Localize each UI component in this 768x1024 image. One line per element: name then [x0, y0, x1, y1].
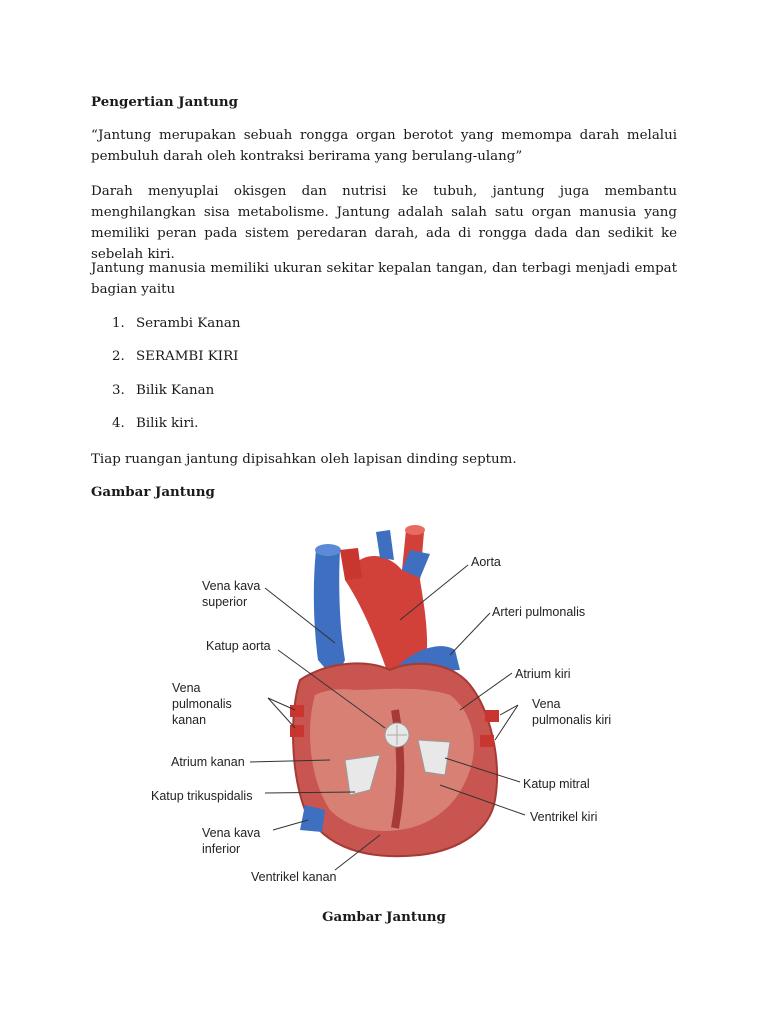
label-vena-pulmonalis-kanan: kanan	[172, 713, 207, 727]
label-ventrikel-kiri: Ventrikel kiri	[530, 810, 598, 824]
figure-caption: Gambar Jantung	[322, 909, 446, 925]
vena-pulmonalis-kiri-shape	[485, 710, 499, 722]
paragraph-darah: Darah menyuplai okisgen dan nutrisi ke tubuh, jantung juga membantu menghilangkan sisa metabolisme. Jantung adalah salah satu organ manusia yang memiliki peran pada sistem peredaran darah, ada di rongga dada dan sedikit ke sebelah kiri.	[91, 184, 677, 262]
paragraph-septum: Tiap ruangan jantung dipisahkan oleh lapisan dinding septum.	[91, 452, 517, 467]
vena-kava-superior-opening	[315, 544, 341, 556]
label-katup-mitral: Katup mitral	[523, 777, 590, 791]
label-vena-kava-inferior: inferior	[202, 842, 241, 856]
vena-pulmonalis-kiri-shape	[480, 735, 494, 747]
quote-paragraph: “Jantung merupakan sebuah rongga organ berotot yang memompa darah melalui pembuluh darah oleh kontraksi berirama yang berulang-ulang”	[91, 128, 677, 164]
list-number: 4.	[112, 416, 125, 431]
label-vena-kava-superior: Vena kava	[202, 579, 261, 593]
vena-kava-superior-shape	[314, 550, 345, 680]
vena-pulmonalis-kanan-shape	[290, 725, 304, 737]
heading-pengertian-jantung: Pengertian Jantung	[91, 94, 239, 110]
label-vena-pulmonalis-kiri: pulmonalis kiri	[532, 713, 612, 727]
label-vena-pulmonalis-kiri: Vena	[532, 697, 561, 711]
paragraph-ukuran: Jantung manusia memiliki ukuran sekitar kepalan tangan, dan terbagi menjadi empat bagian yaitu	[91, 261, 677, 297]
list-number: 1.	[112, 316, 125, 331]
list-number: 2.	[112, 349, 125, 364]
label-vena-kava-superior: superior	[202, 595, 248, 609]
label-vena-pulmonalis-kanan: Vena	[172, 681, 201, 695]
list-item	[112, 380, 214, 401]
label-atrium-kanan: Atrium kanan	[171, 755, 245, 769]
label-aorta: Aorta	[471, 555, 501, 569]
katup-aorta-shape	[385, 723, 409, 747]
list-text: Bilik Kanan	[136, 383, 215, 398]
label-katup-trikuspidalis: Katup trikuspidalis	[151, 789, 253, 803]
list-text: Serambi Kanan	[136, 316, 241, 331]
heart-diagram	[140, 510, 630, 895]
label-atrium-kiri: Atrium kiri	[515, 667, 571, 681]
list-item	[112, 413, 198, 434]
heading-gambar-jantung: Gambar Jantung	[91, 484, 215, 500]
label-ventrikel-kanan: Ventrikel kanan	[251, 870, 337, 884]
list-item	[112, 313, 241, 334]
list-number: 3.	[112, 383, 125, 398]
label-vena-pulmonalis-kanan: pulmonalis	[172, 697, 232, 711]
label-arteri-pulmonalis: Arteri pulmonalis	[492, 605, 586, 619]
list-text: Bilik kiri.	[136, 416, 199, 431]
aorta-opening	[405, 525, 425, 535]
label-vena-kava-inferior: Vena kava	[202, 826, 261, 840]
list-item	[112, 346, 238, 367]
vein-branch-shape	[376, 530, 394, 560]
artery-branch-shape	[340, 548, 362, 580]
list-text: SERAMBI KIRI	[136, 349, 239, 364]
vena-pulmonalis-kanan-shape	[290, 705, 304, 717]
label-katup-aorta: Katup aorta	[206, 639, 271, 653]
